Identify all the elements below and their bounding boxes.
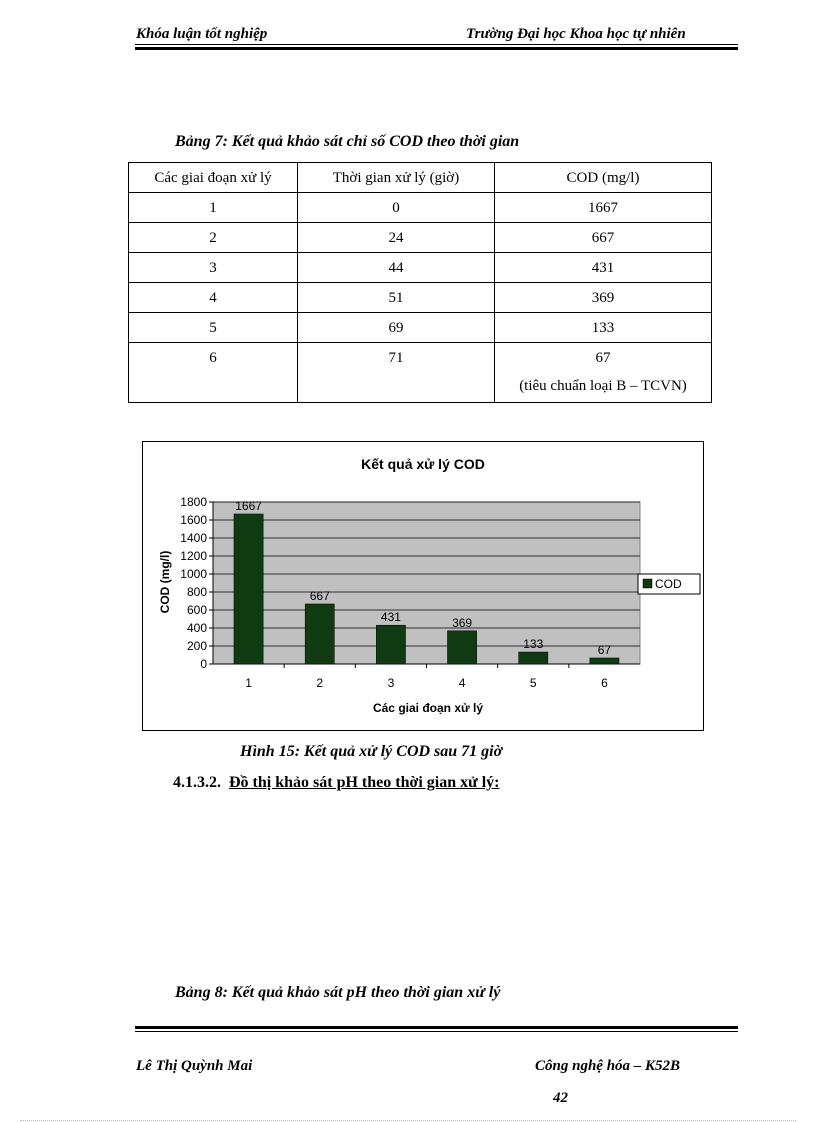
y-tick-label: 1600 — [180, 513, 207, 527]
x-tick-label: 2 — [316, 676, 324, 690]
table-cell: 431 — [495, 253, 712, 283]
table-cell: 2 — [129, 223, 298, 253]
table-header-cell: Các giai đoạn xử lý — [129, 163, 298, 193]
table-header-cell: COD (mg/l) — [495, 163, 712, 193]
bar — [519, 652, 548, 664]
table-cell: 69 — [298, 313, 495, 343]
table-row — [129, 283, 712, 313]
y-tick-label: 400 — [186, 621, 207, 635]
table-row — [129, 313, 712, 343]
page-number: 42 — [553, 1090, 568, 1106]
footer-rule-thin — [135, 1031, 738, 1032]
table-row — [129, 223, 712, 253]
cod-chart-svg — [143, 442, 703, 730]
table-cell-note: (tiêu chuẩn loại B – TCVN) — [519, 378, 687, 394]
table-cell-value: 67 — [595, 350, 611, 366]
x-tick-label: 4 — [458, 676, 466, 690]
y-tick-label: 1000 — [180, 567, 207, 581]
table-cell: 369 — [495, 283, 712, 313]
bar — [590, 658, 619, 664]
bar — [376, 625, 405, 664]
data-label: 667 — [309, 588, 330, 603]
table-cell: 24 — [298, 223, 495, 253]
table-cell: 5 — [129, 313, 298, 343]
figure15-caption: Hình 15: Kết quả xử lý COD sau 71 giờ — [240, 743, 503, 760]
data-label: 67 — [597, 642, 612, 657]
bar — [447, 631, 476, 664]
table8-caption: Bảng 8: Kết quả khảo sát pH theo thời gian xử lý — [175, 984, 501, 1001]
table-header-row — [129, 163, 712, 193]
table-cell: 44 — [298, 253, 495, 283]
cod-table — [128, 162, 712, 403]
cod-chart — [142, 441, 704, 731]
y-tick-label: 0 — [200, 657, 207, 671]
y-tick-label: 200 — [186, 639, 207, 653]
section-number: 4.1.3.2. — [173, 774, 221, 791]
section-heading — [173, 774, 500, 792]
table-row — [129, 253, 712, 283]
table-cell: 6 — [129, 343, 298, 403]
table7-caption: Bảng 7: Kết quả khảo sát chỉ số COD theo thời gian — [175, 133, 520, 150]
page-edge — [20, 1120, 796, 1121]
table-cell: 1 — [129, 193, 298, 223]
section-title: Đồ thị khảo sát pH theo thời gian xử lý: — [229, 774, 500, 791]
bar — [305, 604, 334, 664]
bar — [234, 514, 263, 664]
x-tick-label: 6 — [601, 676, 608, 690]
y-tick-label: 1200 — [180, 549, 207, 563]
header-rule-thick — [135, 47, 738, 50]
table-row — [129, 343, 712, 403]
table-cell: 51 — [298, 283, 495, 313]
footer-class: Công nghệ hóa – K52B — [535, 1058, 681, 1074]
y-tick-label: 1400 — [180, 531, 207, 545]
header-rule-thin — [135, 44, 738, 45]
table-header-cell: Thời gian xử lý (giờ) — [298, 163, 495, 193]
footer-rule-thick — [135, 1026, 738, 1029]
x-tick-label: 5 — [529, 676, 537, 690]
y-tick-label: 600 — [186, 603, 207, 617]
x-tick-label: 3 — [387, 676, 395, 690]
plot-area — [213, 502, 640, 664]
table-cell: 667 — [495, 223, 712, 253]
data-label: 431 — [380, 610, 401, 625]
table-cell: 133 — [495, 313, 712, 343]
table-cell: 4 — [129, 283, 298, 313]
y-tick-label: 800 — [186, 585, 207, 599]
header-right: Trường Đại học Khoa học tự nhiên — [466, 26, 686, 42]
y-axis-label: COD (mg/l) — [158, 550, 172, 614]
y-tick-label: 1800 — [180, 495, 207, 509]
chart-title: Kết quả xử lý COD — [361, 456, 485, 472]
footer-author: Lê Thị Quỳnh Mai — [136, 1058, 253, 1074]
table-cell: 3 — [129, 253, 298, 283]
legend-swatch — [643, 579, 652, 588]
table-cell: 0 — [298, 193, 495, 223]
header-left: Khóa luận tốt nghiệp — [136, 26, 268, 42]
data-label: 369 — [452, 615, 473, 630]
table-cell: 1667 — [495, 193, 712, 223]
table-row — [129, 193, 712, 223]
data-label: 133 — [523, 637, 544, 652]
x-tick-label: 1 — [245, 676, 252, 690]
legend-label: COD — [655, 577, 682, 591]
table-cell: 71 — [298, 343, 495, 403]
table-cell — [495, 343, 712, 403]
x-axis-label: Các giai đoạn xử lý — [372, 701, 484, 715]
legend — [638, 574, 700, 594]
data-label: 1667 — [235, 498, 262, 513]
